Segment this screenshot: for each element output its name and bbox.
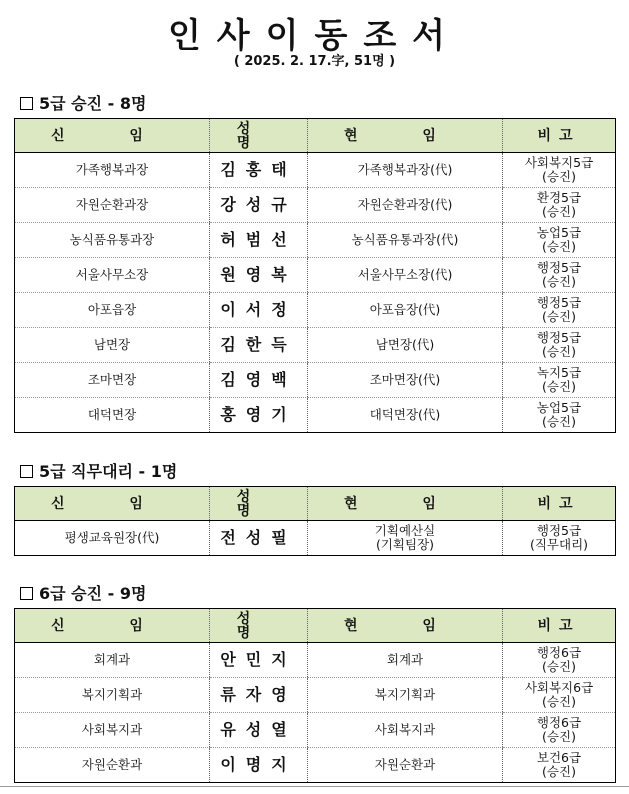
cell-name: 원영복 [210, 258, 308, 293]
cell-name: 허범선 [210, 223, 308, 258]
cell-note [503, 153, 616, 188]
note-grade: 행정5급 [536, 330, 582, 345]
note-type: (승진) [542, 239, 576, 254]
table-row [15, 223, 616, 258]
cell-current: 가족행복과장(代) [308, 153, 503, 188]
table-row [15, 328, 616, 363]
cell-note [503, 293, 616, 328]
cell-note [503, 258, 616, 293]
cell-note [503, 748, 616, 783]
cell-name: 김홍태 [210, 153, 308, 188]
cell-current [308, 521, 503, 556]
checkbox-square-icon [20, 587, 33, 600]
current-dept: 기획예산실 [374, 523, 436, 538]
header-new: 신 임 [15, 609, 210, 643]
table-row [15, 521, 616, 556]
cell-current: 복지기획과 [308, 678, 503, 713]
cell-name: 강성규 [210, 188, 308, 223]
cell-current: 사회복지과 [308, 713, 503, 748]
section-title-text: 6급 승진 - 9명 [39, 584, 147, 603]
section-title-5grade-acting [20, 459, 177, 482]
cell-new: 조마면장 [15, 363, 210, 398]
document-date: ( 2025. 2. 17.字, 51명 ) [233, 54, 396, 69]
note-grade: 행정5급 [536, 523, 582, 538]
cell-name: 이서정 [210, 293, 308, 328]
section-title-6grade-promotion [20, 581, 146, 604]
table-row [15, 363, 616, 398]
checkbox-square-icon [20, 465, 33, 478]
section-title-text: 5급 직무대리 - 1명 [39, 462, 178, 481]
note-grade: 환경5급 [536, 190, 582, 205]
note-grade: 행정5급 [536, 295, 582, 310]
cell-note [503, 363, 616, 398]
cell-new: 남면장 [15, 328, 210, 363]
section-title-text: 5급 승진 - 8명 [39, 94, 147, 113]
cell-current: 남면장(代) [308, 328, 503, 363]
note-grade: 녹지5급 [536, 365, 582, 380]
cell-new: 복지기획과 [15, 678, 210, 713]
header-note: 비고 [503, 119, 616, 153]
cell-new: 서울사무소장 [15, 258, 210, 293]
table-5grade-acting [14, 486, 616, 556]
cell-note [503, 678, 616, 713]
note-grade: 행정6급 [536, 715, 582, 730]
cell-current: 아포읍장(代) [308, 293, 503, 328]
header-name: 성 명 [210, 487, 308, 521]
cell-new: 사회복지과 [15, 713, 210, 748]
note-type: (승진) [542, 764, 576, 779]
cell-note [503, 188, 616, 223]
cell-name: 전성필 [210, 521, 308, 556]
header-current: 현 임 [308, 487, 503, 521]
table-row [15, 748, 616, 783]
cell-new: 자원순환과 [81, 757, 143, 772]
table-row [15, 678, 616, 713]
header-new: 신 임 [15, 487, 210, 521]
table-row [15, 153, 616, 188]
cell-note [503, 521, 616, 556]
cell-new: 회계과 [15, 643, 210, 678]
note-type: (승진) [542, 309, 576, 324]
table-row [15, 713, 616, 748]
cell-name: 김한득 [210, 328, 308, 363]
cell-note [503, 398, 616, 433]
note-type: (승진) [542, 274, 576, 289]
header-note: 비고 [503, 609, 616, 643]
note-type: (직무대리) [529, 537, 589, 552]
note-type: (승진) [542, 344, 576, 359]
table-6grade-promotion [14, 608, 616, 783]
cell-name: 이명지 [210, 748, 308, 783]
note-type: (승진) [542, 414, 576, 429]
cell-note [503, 223, 616, 258]
header-name: 성 명 [210, 609, 308, 643]
cell-current: 조마면장(代) [308, 363, 503, 398]
checkbox-square-icon [20, 97, 33, 110]
header-note: 비고 [503, 487, 616, 521]
document-title: 인사이동조서 [167, 16, 462, 56]
cell-new: 대덕면장 [87, 407, 137, 422]
table-row [15, 398, 616, 433]
cell-current: 자원순환과 [308, 748, 503, 783]
current-position: (기획팀장) [375, 537, 435, 552]
note-grade: 행정5급 [536, 260, 582, 275]
header-name: 성 명 [210, 119, 308, 153]
cell-current: 서울사무소장(代) [308, 258, 503, 293]
note-grade: 행정6급 [536, 645, 582, 660]
note-type: (승진) [542, 169, 576, 184]
cell-name: 홍영기 [210, 398, 308, 433]
table-row [15, 188, 616, 223]
header-new: 신 임 [15, 119, 210, 153]
cell-new: 아포읍장 [15, 293, 210, 328]
note-grade: 농업5급 [536, 225, 582, 240]
header-current: 현 임 [308, 119, 503, 153]
cell-name: 김영백 [210, 363, 308, 398]
table-row [15, 293, 616, 328]
note-type: (승진) [542, 729, 576, 744]
table-5grade-promotion [14, 118, 616, 433]
cell-name: 류자영 [210, 678, 308, 713]
cell-new: 자원순환과장 [15, 188, 210, 223]
cell-note [503, 328, 616, 363]
cell-current: 농식품유통과장(代) [308, 223, 503, 258]
table-row [15, 643, 616, 678]
note-type: (승진) [542, 659, 576, 674]
header-current: 현 임 [308, 609, 503, 643]
note-grade: 보건6급 [536, 750, 582, 765]
cell-new: 가족행복과장 [15, 153, 210, 188]
table-row [15, 258, 616, 293]
note-type: (승진) [542, 694, 576, 709]
note-grade: 농업5급 [536, 400, 582, 415]
cell-name: 유성열 [210, 713, 308, 748]
cell-note [503, 643, 616, 678]
cell-current: 회계과 [308, 643, 503, 678]
cell-new: 평생교육원장(代) [64, 530, 160, 545]
cell-current: 대덕면장(代) [308, 398, 503, 433]
note-grade: 사회복지5급 [524, 155, 594, 170]
cell-note [503, 713, 616, 748]
note-grade: 사회복지6급 [524, 680, 594, 695]
cell-name: 안민지 [210, 643, 308, 678]
cell-current: 자원순환과장(代) [308, 188, 503, 223]
page-bottom-divider [0, 786, 629, 787]
section-title-5grade-promotion [20, 91, 146, 114]
note-type: (승진) [542, 204, 576, 219]
note-type: (승진) [542, 379, 576, 394]
cell-new: 농식품유통과장 [15, 223, 210, 258]
